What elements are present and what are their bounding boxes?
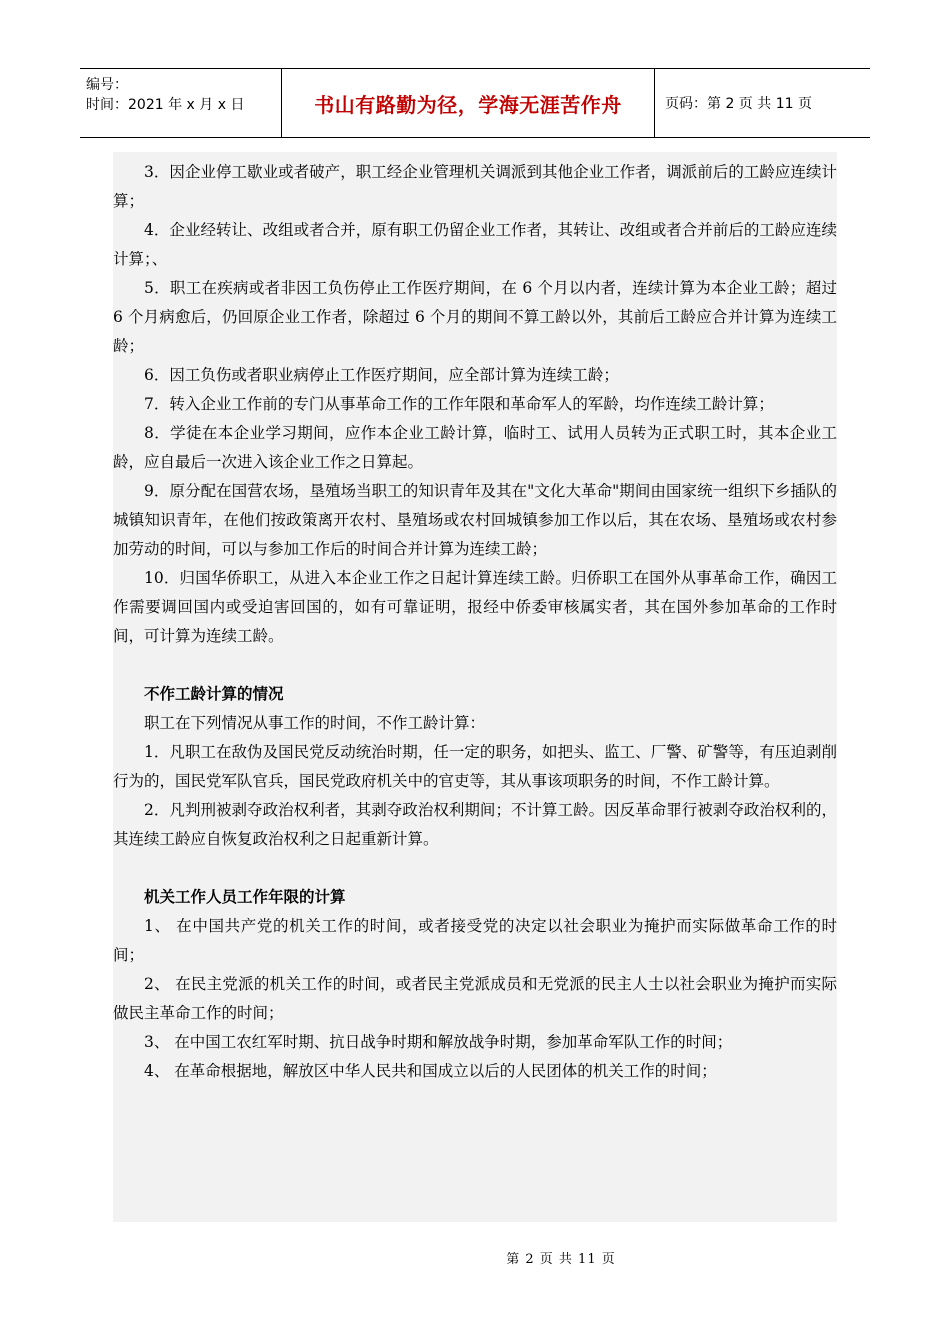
document-body <box>113 152 837 1222</box>
body-paragraph: 7．转入企业工作前的专门从事革命工作的工作年限和革命军人的军龄，均作连续工龄计算； <box>144 395 774 413</box>
body-paragraph: 4、 在革命根据地，解放区中华人民共和国成立以后的人民团体的机关工作的时间； <box>144 1062 717 1080</box>
header-motto-cell <box>282 69 655 137</box>
body-paragraph: 5．职工在疾病或者非因工负伤停止工作医疗期间，在 6 个月以内者，连续计算为本企业工龄；超过 6 个月病愈后，仍回原企业工作者，除超过 6 个月的期间不算工龄以外，其前后工龄应合并计算为连续工龄； <box>113 279 837 355</box>
body-paragraph: 职工在下列情况从事工作的时间，不作工龄计算： <box>144 714 486 732</box>
body-paragraph: 3．因企业停工歇业或者破产，职工经企业管理机关调派到其他企业工作者，调派前后的工龄应连续计算； <box>113 163 837 210</box>
body-paragraph: 3、 在中国工农红军时期、抗日战争时期和解放战争时期，参加革命军队工作的时间； <box>144 1033 733 1051</box>
body-paragraph: 2、 在民主党派的机关工作的时间，或者民主党派成员和无党派的民主人士以社会职业为掩护而实际做民主革命工作的时间； <box>113 975 837 1022</box>
paragraph-gap <box>113 651 837 680</box>
body-paragraph: 6．因工负伤或者职业病停止工作医疗期间，应全部计算为连续工龄； <box>144 366 619 384</box>
header-time-label: 时间：2021 年 x 月 x 日 <box>86 97 245 113</box>
page-header <box>80 68 870 138</box>
header-number-label: 编号： <box>86 77 128 93</box>
footer-page-number: 第 2 页 共 11 页 <box>506 1252 616 1267</box>
header-motto: 书山有路勤为径，学海无涯苦作舟 <box>314 92 622 117</box>
body-paragraph: 10．归国华侨职工，从进入本企业工作之日起计算连续工龄。归侨职工在国外从事革命工作，确因工作需要调回国内或受迫害回国的，如有可靠证明，报经中侨委审核属实者，其在国外参加革命的工作时间，可计算为连续工龄。 <box>113 569 837 645</box>
body-paragraph: 1．凡职工在敌伪及国民党反动统治时期，任一定的职务，如把头、监工、厂警、矿警等，有压迫剥削行为的，国民党军队官兵，国民党政府机关中的官吏等，其从事该项职务的时间，不作工龄计算。 <box>113 743 837 790</box>
paragraph-gap <box>113 854 837 883</box>
header-page-info: 页码：第 2 页 共 11 页 <box>665 96 812 112</box>
section-heading: 机关工作人员工作年限的计算 <box>144 888 346 906</box>
body-paragraph: 4．企业经转让、改组或者合并，原有职工仍留企业工作者，其转让、改组或者合并前后的工龄应连续计算；、 <box>113 221 837 268</box>
body-paragraph: 2．凡判刑被剥夺政治权利者，其剥夺政治权利期间；不计算工龄。因反革命罪行被剥夺政治权利的，其连续工龄应自恢复政治权利之日起重新计算。 <box>113 801 837 848</box>
body-paragraph: 9．原分配在国营农场，垦殖场当职工的知识青年及其在"文化大革命"期间由国家统一组织下乡插队的城镇知识青年，在他们按政策离开农村、垦殖场或农村回城镇参加工作以后，其在农场、垦殖场或农村参加劳动的时间，可以与参加工作后的时间合并计算为连续工龄； <box>113 482 837 558</box>
page-footer <box>0 1248 950 1267</box>
section-heading: 不作工龄计算的情况 <box>144 685 284 703</box>
body-paragraph: 8．学徒在本企业学习期间，应作本企业工龄计算，临时工、试用人员转为正式职工时，其本企业工龄，应自最后一次进入该企业工作之日算起。 <box>113 424 837 471</box>
header-meta <box>80 69 282 137</box>
body-paragraph: 1、 在中国共产党的机关工作的时间，或者接受党的决定以社会职业为掩护而实际做革命工作的时间； <box>113 917 837 964</box>
